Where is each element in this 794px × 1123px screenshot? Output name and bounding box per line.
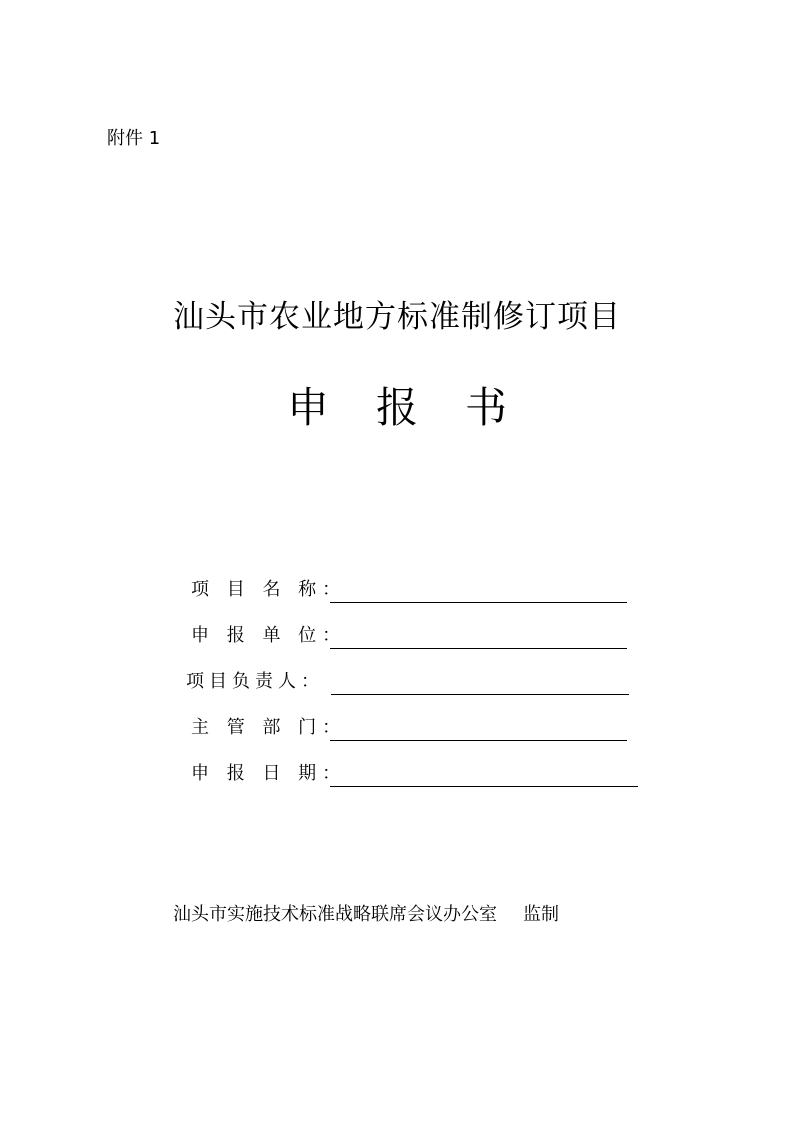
project-leader-line[interactable]: [331, 694, 629, 695]
applicant-unit-label: 申 报 单 位：: [191, 625, 347, 646]
competent-department-line[interactable]: [330, 740, 627, 741]
application-date-line[interactable]: [330, 786, 638, 787]
project-name-line[interactable]: [330, 602, 627, 603]
applicant-unit-field: [0, 621, 794, 651]
project-name-label: 项 目 名 称：: [191, 579, 347, 600]
footer-supervision: 监制: [523, 904, 559, 925]
application-date-field: [0, 759, 794, 789]
attachment-label: 附件 1: [107, 128, 161, 149]
footer-organization: 汕头市实施技术标准战略联席会议办公室: [173, 904, 497, 925]
project-leader-field: [0, 667, 794, 697]
competent-department-label: 主 管 部 门：: [191, 717, 347, 738]
project-leader-label: 项目负责人：: [186, 671, 324, 692]
document-subtitle: 申报书: [286, 382, 554, 432]
project-name-field: [0, 575, 794, 605]
application-date-label: 申 报 日 期：: [191, 763, 347, 784]
competent-department-field: [0, 713, 794, 743]
footer: [173, 900, 559, 926]
applicant-unit-line[interactable]: [330, 648, 627, 649]
document-title: 汕头市农业地方标准制修订项目: [173, 298, 621, 335]
